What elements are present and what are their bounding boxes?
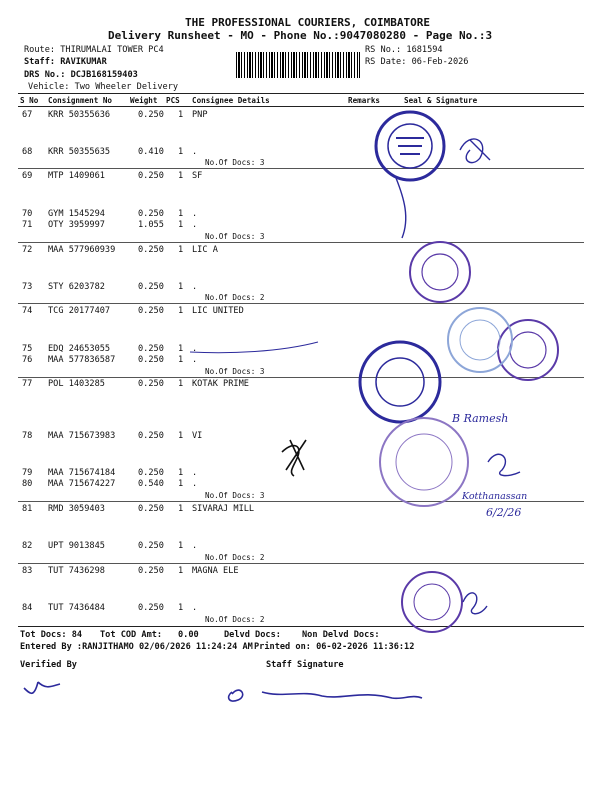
row-weight: 0.250 [138,282,164,292]
row-pcs: 1 [178,110,184,120]
signature-ink [460,139,490,163]
row-sno: 84 [22,603,33,613]
handwritten-name: B Ramesh [452,412,509,425]
row-consignment: TCG 20177407 [48,306,111,316]
row-weight: 0.250 [138,566,164,576]
row-pcs: 1 [178,171,184,181]
staff-label: Staff: RAVIKUMAR [24,57,107,67]
verified-by-label: Verified By [20,660,77,670]
docs-note: No.Of Docs: 3 [205,158,265,167]
row-weight: 0.250 [138,603,164,613]
rs-number: RS No.: 1681594 [365,45,443,55]
row-consignee: . [192,603,198,613]
total-docs: Tot Docs: 84 [20,630,83,640]
rs-date: RS Date: 06-Feb-2026 [365,57,469,67]
docs-note: No.Of Docs: 3 [205,491,265,500]
row-sno: 69 [22,171,33,181]
row-pcs: 1 [178,468,184,478]
row-consignee: . [192,344,198,354]
magna-seal-stamp [402,572,462,632]
row-consignment: GYM 1545294 [48,209,105,219]
row-pcs: 1 [178,479,184,489]
docs-note: No.Of Docs: 2 [205,553,265,562]
row-weight: 0.410 [138,147,164,157]
staff-signature-label: Staff Signature [266,660,344,670]
row-consignment: RMD 3059403 [48,504,105,514]
lic-seal-stamp [498,320,558,380]
row-sno: 73 [22,282,33,292]
row-pcs: 1 [178,504,184,514]
row-consignee: . [192,209,198,219]
row-consignment: UPT 9013845 [48,541,105,551]
docs-note: No.Of Docs: 2 [205,293,265,302]
signature-ink [282,440,306,476]
col-remarks: Remarks [348,96,381,105]
row-pcs: 1 [178,603,184,613]
row-consignee: . [192,479,198,489]
row-sno: 75 [22,344,33,354]
total-cod-value: 0.00 [178,630,199,640]
route-label: Route: THIRUMALAI TOWER PC4 [24,45,164,55]
staff-signature [229,690,422,701]
row-sno: 79 [22,468,33,478]
row-consignee: LIC UNITED [192,306,244,316]
row-consignment: MAA 715673983 [48,431,116,441]
printed-on: Printed on: 06-02-2026 11:36:12 [254,642,415,652]
row-weight: 0.540 [138,479,164,489]
row-pcs: 1 [178,344,184,354]
row-weight: 0.250 [138,245,164,255]
row-pcs: 1 [178,431,184,441]
row-weight: 0.250 [138,110,164,120]
row-pcs: 1 [178,566,184,576]
row-weight: 0.250 [138,355,164,365]
row-sno: 74 [22,306,33,316]
row-consignment: MAA 577960939 [48,245,116,255]
row-consignment: EDQ 24653055 [48,344,111,354]
vehicle-label: Vehicle: Two Wheeler Delivery [28,82,179,92]
row-consignment: MTP 1409061 [48,171,105,181]
row-consignee: PNP [192,110,208,120]
verified-by-signature [24,682,60,693]
row-pcs: 1 [178,147,184,157]
company-title: THE PROFESSIONAL COURIERS, COIMBATORE [185,16,431,29]
row-consignee: . [192,220,198,230]
row-pcs: 1 [178,282,184,292]
row-weight: 0.250 [138,504,164,514]
row-consignee: KOTAK PRIME [192,379,249,389]
row-consignee: . [192,468,198,478]
row-consignment: MAA 715674184 [48,468,116,478]
col-consignee: Consignee Details [192,96,270,105]
drs-number: DRS No.: DCJB168159403 [24,70,138,80]
row-consignment: KRR 50355636 [48,110,111,120]
row-weight: 0.250 [138,344,164,354]
row-sno: 82 [22,541,33,551]
col-weight: Weight [130,96,158,105]
row-consignment: MAA 577836587 [48,355,116,365]
row-sno: 71 [22,220,33,230]
row-sno: 70 [22,209,33,219]
signature-ink [463,593,487,614]
total-cod-label: Tot COD Amt: [100,630,163,640]
delivered-docs: Delvd Docs: [224,630,281,640]
vi-seal-stamp [380,418,468,506]
row-pcs: 1 [178,245,184,255]
lic-seal-stamp [410,242,470,302]
row-sno: 81 [22,504,33,514]
col-pcs: PCS [166,96,180,105]
bank-seal-stamp [376,112,444,180]
row-pcs: 1 [178,355,184,365]
row-weight: 0.250 [138,379,164,389]
row-consignment: MAA 715674227 [48,479,116,489]
row-consignee: . [192,147,198,157]
row-pcs: 1 [178,220,184,230]
docs-note: No.Of Docs: 3 [205,232,265,241]
signature-ink [396,178,406,238]
row-sno: 68 [22,147,33,157]
row-consignee: . [192,355,198,365]
row-pcs: 1 [178,379,184,389]
col-sno: S No [20,96,39,105]
row-consignee: MAGNA ELE [192,566,239,576]
row-sno: 77 [22,379,33,389]
row-weight: 0.250 [138,209,164,219]
docs-note: No.Of Docs: 3 [205,367,265,376]
row-consignment: OTY 3959997 [48,220,105,230]
col-seal: Seal & Signature [404,96,478,105]
row-weight: 0.250 [138,171,164,181]
handwritten-date: 6/2/26 [486,506,522,519]
row-pcs: 1 [178,209,184,219]
row-consignment: TUT 7436484 [48,603,105,613]
row-pcs: 1 [178,541,184,551]
row-consignment: STY 6203782 [48,282,105,292]
row-consignee: VI [192,431,203,441]
row-weight: 0.250 [138,541,164,551]
row-sno: 83 [22,566,33,576]
row-consignee: . [192,541,198,551]
col-consignment: Consignment No [48,96,113,105]
row-consignee: SIVARAJ MILL [192,504,255,514]
row-consignee: LIC A [192,245,218,255]
row-sno: 67 [22,110,33,120]
row-consignee: . [192,282,198,292]
entered-by: Entered By :RANJITHAMO 02/06/2026 11:24:24 AM [20,642,253,652]
row-pcs: 1 [178,306,184,316]
docs-note: No.Of Docs: 2 [205,615,265,624]
handwritten-name: Kotthanassan [462,491,528,502]
insurance-stamp [448,308,512,372]
row-sno: 80 [22,479,33,489]
kotak-seal-stamp [360,342,440,422]
row-weight: 0.250 [138,431,164,441]
row-sno: 76 [22,355,33,365]
row-consignment: KRR 50355635 [48,147,111,157]
row-consignee: SF [192,171,203,181]
row-consignment: POL 1403285 [48,379,105,389]
row-sno: 72 [22,245,33,255]
row-weight: 1.055 [138,220,164,230]
non-delivered-docs: Non Delvd Docs: [302,630,380,640]
runsheet-subtitle: Delivery Runsheet - MO - Phone No.:9047080280 - Page No.:3 [108,29,493,42]
signature-ink [488,454,520,475]
row-weight: 0.250 [138,468,164,478]
row-consignment: TUT 7436298 [48,566,105,576]
row-weight: 0.250 [138,306,164,316]
row-sno: 78 [22,431,33,441]
signature-ink [190,342,318,353]
